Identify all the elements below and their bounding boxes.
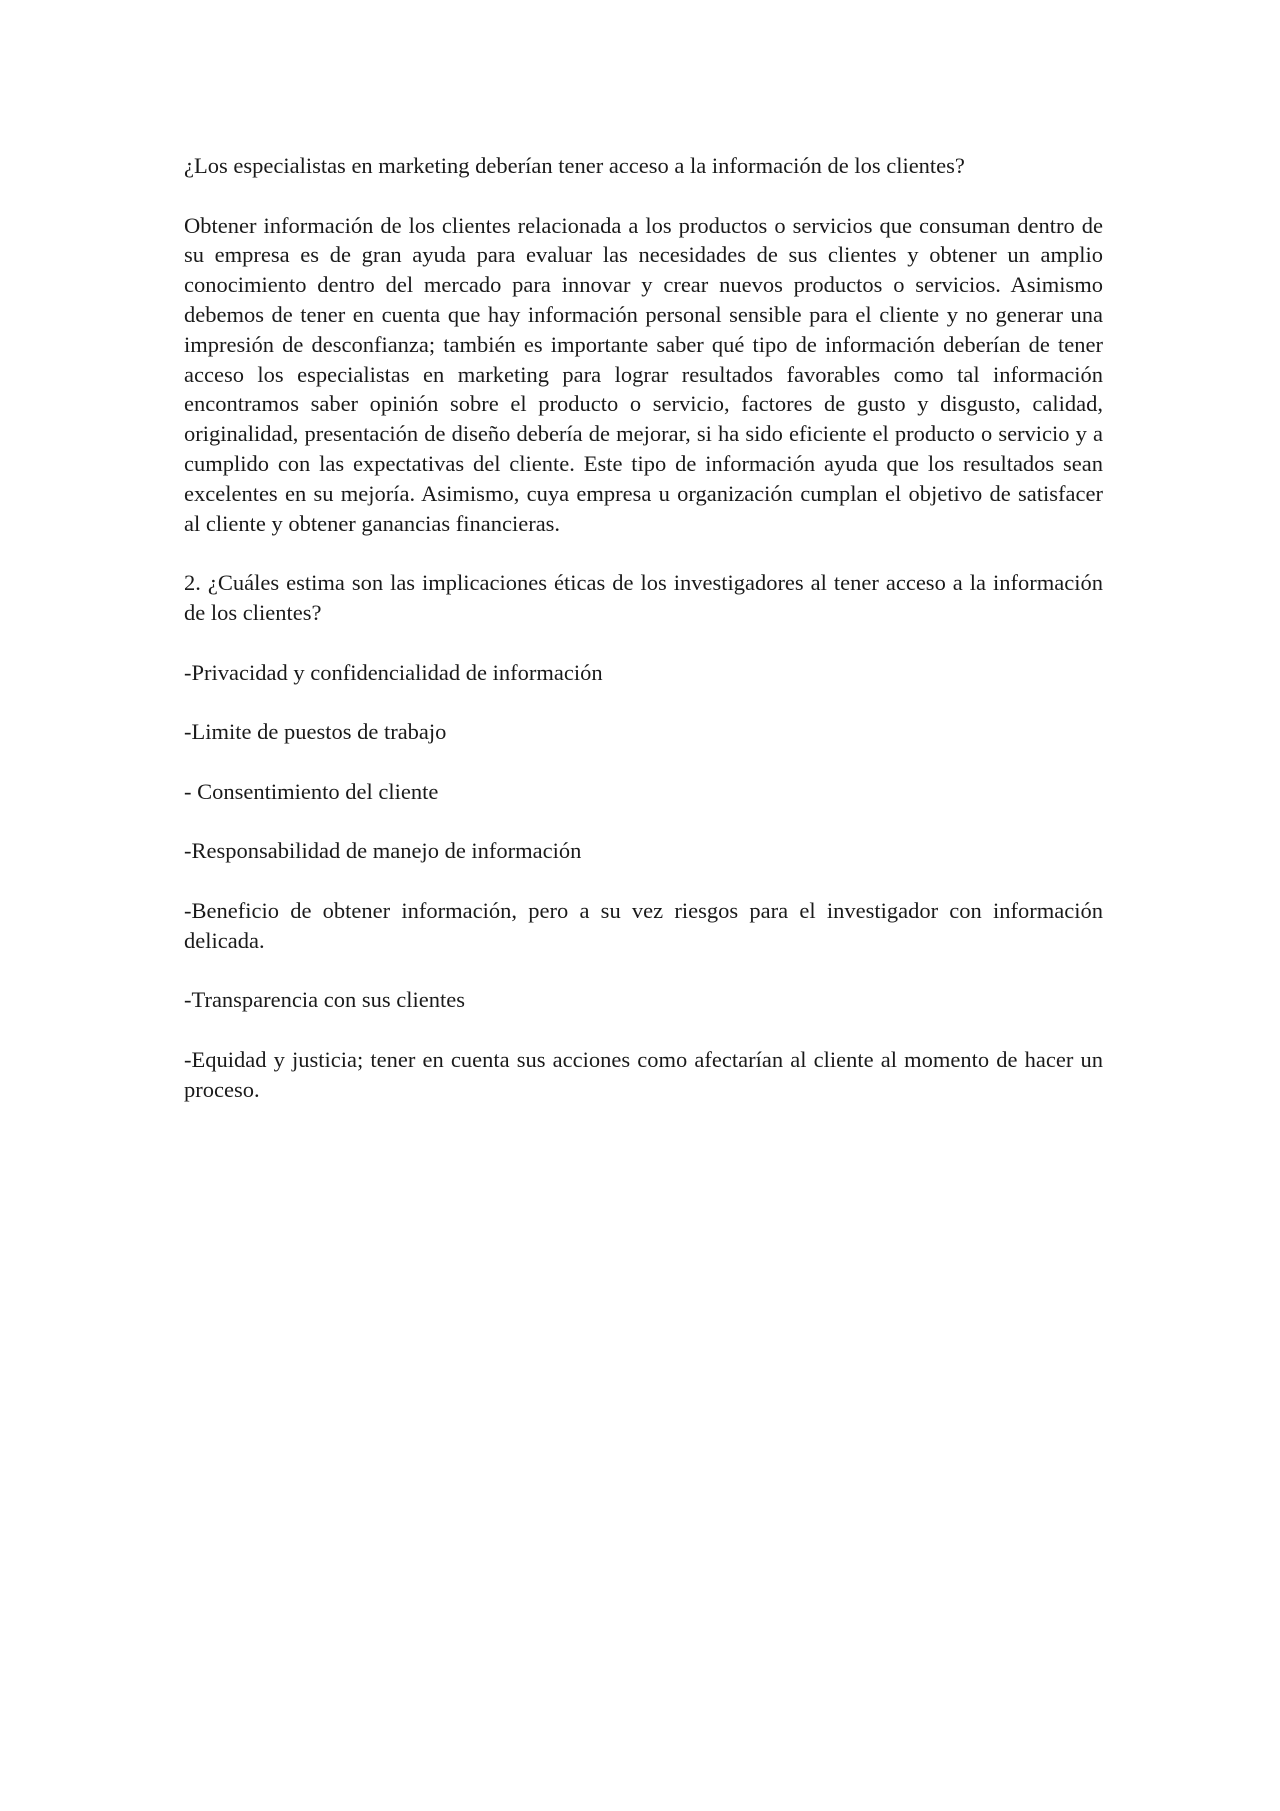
list-item-consent: - Consentimiento del cliente xyxy=(184,778,439,804)
question-2: 2. ¿Cuáles estima son las implicaciones éticas de los investigadores al tener acceso a la información de los clientes? xyxy=(184,570,1103,625)
list-item-job-limits: -Limite de puestos de trabajo xyxy=(184,719,447,745)
list-item-responsibility: -Responsabilidad de manejo de información xyxy=(184,838,582,864)
list-item-equity-justice: -Equidad y justicia; tener en cuenta sus acciones como afectarían al cliente al momento de hacer un proceso. xyxy=(184,1046,1103,1102)
list-item-transparency: -Transparencia con sus clientes xyxy=(184,987,465,1013)
document-body xyxy=(184,151,1103,1134)
list-item-benefit-risk: -Beneficio de obtener información, pero a su vez riesgos para el investigador con información delicada. xyxy=(184,897,1103,953)
answer-1: Obtener información de los clientes relacionada a los productos o servicios que consuman dentro de su empresa es de gran ayuda para evaluar las necesidades de sus clientes y obtener un amplio conocimiento dentro del mercado para innovar y crear nuevos productos o servicios. Asimismo debemos de tener en cuenta que hay información personal sensible para el cliente y no generar una impresión de desconfianza; también es importante saber qué tipo de información deberían de tener acceso los especialistas en marketing para lograr resultados favorables como tal información encontramos saber opinión sobre el producto o servicio, factores de gusto y disgusto, calidad, originalidad, presentación de diseño debería de mejorar, si ha sido eficiente el producto o servicio y a cumplido con las expectativas del cliente. Este tipo de información ayuda que los resultados sean excelentes en su mejoría. Asimismo, cuya empresa u organización cumplan el objetivo de satisfacer al cliente y obtener ganancias financieras. xyxy=(184,212,1103,536)
question-1: ¿Los especialistas en marketing deberían tener acceso a la información de los clientes? xyxy=(184,153,965,178)
list-item-privacy: -Privacidad y confidencialidad de información xyxy=(184,659,603,685)
